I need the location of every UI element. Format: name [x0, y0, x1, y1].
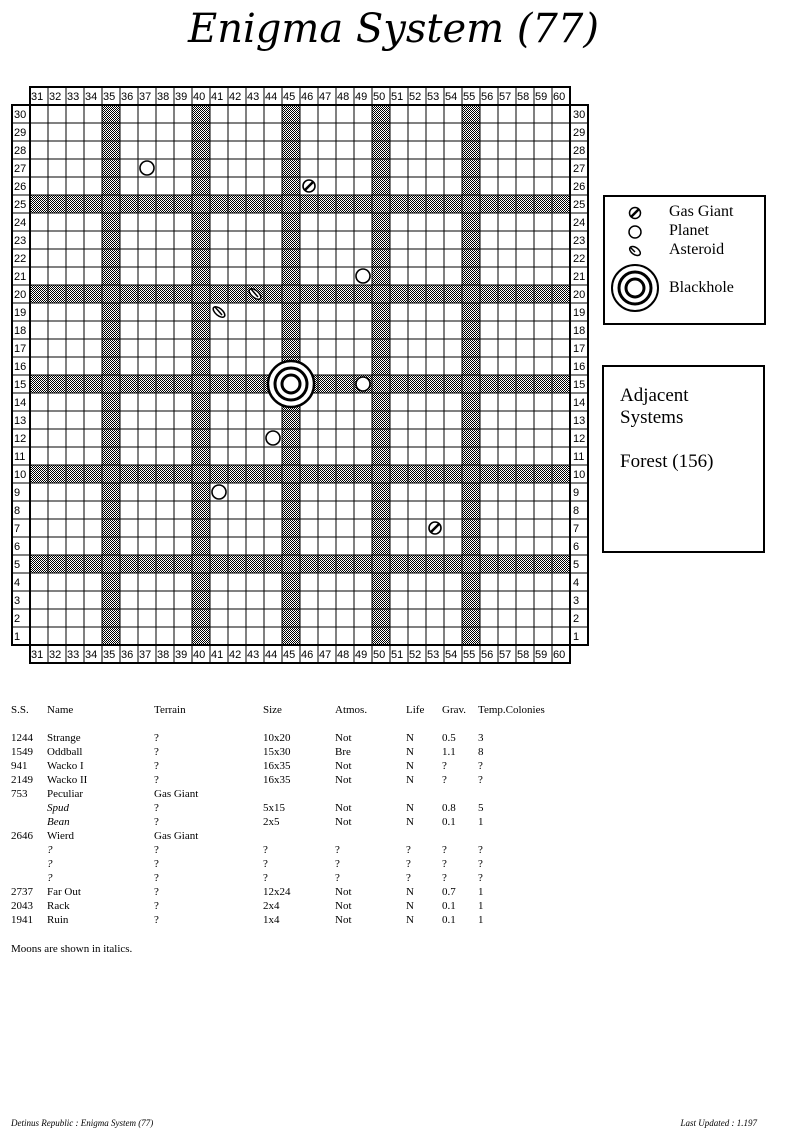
table-cell: ?	[406, 844, 411, 856]
table-cell: 0.7	[442, 886, 456, 898]
column-label: 44	[265, 91, 278, 103]
legend-label-blackhole: Blackhole	[669, 279, 734, 296]
table-cell: 1	[478, 900, 484, 912]
system-table	[11, 704, 545, 928]
table-cell: 2737	[11, 886, 33, 898]
column-label: 58	[517, 91, 530, 103]
table-cell: 1	[478, 886, 484, 898]
table-cell: Not	[335, 732, 352, 744]
gas-giant-icon	[429, 522, 441, 534]
row-label: 5	[14, 559, 21, 571]
table-row	[11, 802, 545, 816]
column-label: 52	[409, 649, 422, 661]
table-header: Name	[47, 704, 74, 716]
table-cell: ?	[154, 858, 159, 870]
table-cell: ?	[154, 732, 159, 744]
table-cell: Wacko II	[47, 774, 88, 786]
column-label: 57	[499, 649, 512, 661]
column-label: 45	[283, 649, 296, 661]
table-row	[11, 844, 545, 858]
table-cell: N	[406, 746, 414, 758]
table-cell: 1x4	[263, 914, 280, 926]
table-cell: 2646	[11, 830, 33, 842]
column-label: 56	[481, 91, 494, 103]
table-cell: ?	[442, 774, 447, 786]
row-label: 4	[14, 577, 21, 589]
table-cell: 15x30	[263, 746, 291, 758]
table-cell	[478, 788, 545, 802]
table-cell: ?	[335, 872, 340, 884]
table-cell: 10x20	[263, 732, 291, 744]
table-cell: 3	[478, 732, 484, 744]
table-cell: ?	[154, 774, 159, 786]
column-label: 37	[139, 91, 152, 103]
table-header: S.S.	[11, 704, 29, 716]
table-cell: 8	[478, 746, 484, 758]
row-label: 9	[14, 487, 21, 499]
page-title: Enigma System (77)	[188, 6, 599, 52]
table-cell	[335, 830, 406, 844]
table-cell	[11, 872, 47, 886]
table-cell: Gas Giant	[154, 830, 199, 842]
table-row	[11, 732, 545, 746]
column-label: 36	[121, 649, 134, 661]
table-row	[11, 858, 545, 872]
column-label: 48	[337, 649, 350, 661]
table-cell: ?	[263, 858, 268, 870]
planet-icon	[140, 161, 154, 175]
row-label: 27	[14, 163, 27, 175]
row-label: 30	[573, 109, 586, 121]
column-label: 38	[157, 91, 170, 103]
table-header: Life	[406, 704, 425, 716]
table-cell: N	[406, 732, 414, 744]
row-label: 10	[14, 469, 27, 481]
column-label: 55	[463, 91, 476, 103]
table-cell	[478, 830, 545, 844]
gas-giant-icon	[630, 208, 641, 219]
table-cell: 5x15	[263, 802, 285, 814]
column-label: 34	[85, 649, 98, 661]
row-label: 16	[573, 361, 586, 373]
column-label: 34	[85, 91, 98, 103]
table-row	[11, 830, 545, 844]
column-label: 43	[247, 649, 260, 661]
column-label: 51	[391, 649, 404, 661]
table-cell: Bre	[335, 746, 351, 758]
row-label: 17	[573, 343, 586, 355]
table-cell: ?	[442, 872, 447, 884]
planet-icon	[629, 226, 641, 238]
table-row	[11, 760, 545, 774]
row-label: 10	[573, 469, 586, 481]
row-label: 2	[573, 613, 580, 625]
table-cell: ?	[154, 746, 159, 758]
column-label: 40	[193, 91, 206, 103]
table-row	[11, 914, 545, 928]
table-cell: 2149	[11, 774, 33, 786]
table-cell: ?	[154, 914, 159, 926]
table-header-row	[11, 704, 545, 718]
table-cell: 0.1	[442, 816, 456, 828]
column-label: 31	[31, 91, 44, 103]
column-label: 46	[301, 91, 314, 103]
table-cell: Bean	[47, 816, 70, 828]
table-cell: 1	[478, 914, 484, 926]
column-label: 39	[175, 649, 188, 661]
row-label: 25	[573, 199, 586, 211]
table-cell: 1244	[11, 732, 33, 744]
column-label: 40	[193, 649, 206, 661]
column-label: 42	[229, 649, 242, 661]
legend-label-planet: Planet	[669, 222, 709, 239]
table-cell	[442, 830, 478, 844]
row-label: 26	[14, 181, 27, 193]
table-cell: 5	[478, 802, 484, 814]
table-cell: 941	[11, 760, 28, 772]
table-cell: 12x24	[263, 886, 291, 898]
table-cell: Not	[335, 760, 352, 772]
table-cell: Strange	[47, 732, 81, 744]
table-cell: ?	[335, 844, 340, 856]
row-label: 22	[14, 253, 27, 265]
row-label: 30	[14, 109, 27, 121]
column-label: 47	[319, 649, 332, 661]
row-label: 15	[14, 379, 27, 391]
table-cell: Peculiar	[47, 788, 84, 800]
table-cell: 1	[478, 816, 484, 828]
row-label: 23	[14, 235, 27, 247]
row-label: 12	[14, 433, 27, 445]
table-cell: 1.1	[442, 746, 456, 758]
table-cell: Wierd	[47, 830, 75, 842]
table-row	[11, 746, 545, 760]
table-cell	[11, 816, 47, 830]
moons-note: Moons are shown in italics.	[11, 943, 133, 955]
table-header	[478, 704, 545, 718]
row-label: 11	[14, 451, 26, 463]
table-cell: Ruin	[47, 914, 69, 926]
row-label: 8	[573, 505, 580, 517]
row-label: 20	[14, 289, 27, 301]
table-cell: Not	[335, 886, 352, 898]
table-cell: Gas Giant	[154, 788, 199, 800]
column-label: 35	[103, 649, 116, 661]
table-cell	[406, 830, 442, 844]
row-label: 1	[573, 631, 580, 643]
table-cell	[11, 844, 47, 858]
table-cell: N	[406, 914, 414, 926]
column-label: 59	[535, 91, 548, 103]
planet-icon	[356, 377, 370, 391]
row-label: 28	[573, 145, 586, 157]
asteroid-icon	[628, 245, 642, 258]
row-label: 5	[573, 559, 580, 571]
table-cell	[263, 830, 335, 844]
row-label: 15	[573, 379, 586, 391]
row-label: 23	[573, 235, 586, 247]
table-cell	[11, 858, 47, 872]
column-label: 41	[211, 91, 224, 103]
blackhole-icon	[612, 265, 658, 311]
row-label: 18	[573, 325, 586, 337]
sector-map	[0, 0, 600, 670]
table-header: Terrain	[154, 704, 186, 716]
table-header: Temp.	[478, 704, 506, 716]
table-cell: N	[406, 774, 414, 786]
column-label: 33	[67, 91, 80, 103]
planet-icon	[212, 485, 226, 499]
table-cell: 1941	[11, 914, 33, 926]
table-cell: ?	[154, 802, 159, 814]
table-cell: 0.1	[442, 914, 456, 926]
legend-label-gas-giant: Gas Giant	[669, 203, 734, 220]
table-cell: Spud	[47, 802, 69, 814]
column-label: 50	[373, 91, 386, 103]
row-label: 22	[573, 253, 586, 265]
column-label: 48	[337, 91, 350, 103]
table-cell: ?	[442, 844, 447, 856]
table-cell: Not	[335, 900, 352, 912]
column-label: 31	[31, 649, 44, 661]
table-cell: Not	[335, 774, 352, 786]
column-label: 44	[265, 649, 278, 661]
column-label: 54	[445, 649, 458, 661]
table-cell: 0.8	[442, 802, 456, 814]
row-label: 27	[573, 163, 586, 175]
column-label: 38	[157, 649, 170, 661]
row-label: 6	[14, 541, 21, 553]
row-label: 6	[573, 541, 580, 553]
row-label: 1	[14, 631, 21, 643]
row-label: 20	[573, 289, 586, 301]
adjacent-system: Forest (156)	[620, 451, 714, 472]
column-label: 49	[355, 91, 368, 103]
table-row	[11, 900, 545, 914]
legend-label-asteroid: Asteroid	[669, 241, 725, 258]
row-label: 14	[573, 397, 586, 409]
row-label: 14	[14, 397, 27, 409]
table-cell	[406, 788, 442, 802]
table-cell: ?	[47, 872, 53, 884]
table-cell: ?	[154, 760, 159, 772]
column-label: 56	[481, 649, 494, 661]
table-cell	[11, 802, 47, 816]
table-cell: ?	[263, 844, 268, 856]
table-cell: N	[406, 900, 414, 912]
asteroid-icon	[211, 305, 226, 319]
row-label: 2	[14, 613, 21, 625]
table-header: Atmos.	[335, 704, 368, 716]
table-cell: 0.5	[442, 732, 456, 744]
row-label: 19	[573, 307, 586, 319]
column-label: 57	[499, 91, 512, 103]
column-label: 58	[517, 649, 530, 661]
planet-icon	[266, 431, 280, 445]
column-label: 35	[103, 91, 116, 103]
table-cell: N	[406, 760, 414, 772]
column-label: 49	[355, 649, 368, 661]
row-label: 25	[14, 199, 27, 211]
table-cell: 753	[11, 788, 28, 800]
table-row	[11, 872, 545, 886]
row-label: 11	[573, 451, 585, 463]
row-label: 26	[573, 181, 586, 193]
column-label: 32	[49, 91, 62, 103]
table-cell	[263, 788, 335, 802]
column-label: 59	[535, 649, 548, 661]
table-cell: Not	[335, 816, 352, 828]
table-cell	[442, 788, 478, 802]
row-label: 24	[573, 217, 586, 229]
column-label: 51	[391, 91, 404, 103]
row-label: 21	[14, 271, 27, 283]
row-label: 13	[573, 415, 586, 427]
table-cell: N	[406, 816, 414, 828]
gas-giant-icon	[303, 180, 315, 192]
adjacent-heading-2: Systems	[620, 407, 684, 428]
table-cell: 2x5	[263, 816, 280, 828]
column-label: 46	[301, 649, 314, 661]
adjacent-systems-box	[602, 365, 765, 553]
table-cell: ?	[406, 872, 411, 884]
row-label: 7	[573, 523, 580, 535]
table-cell: 2043	[11, 900, 33, 912]
table-cell: 1549	[11, 746, 33, 758]
table-cell: 16x35	[263, 760, 291, 772]
row-label: 3	[14, 595, 21, 607]
footer-left: Detinus Republic : Enigma System (77)	[11, 1118, 154, 1128]
table-row	[11, 788, 545, 802]
table-cell: ?	[406, 858, 411, 870]
table-cell: 0.1	[442, 900, 456, 912]
table-cell: Wacko I	[47, 760, 84, 772]
column-label: 43	[247, 91, 260, 103]
table-cell: ?	[442, 760, 447, 772]
table-cell: N	[406, 802, 414, 814]
column-label: 47	[319, 91, 332, 103]
column-label: 50	[373, 649, 386, 661]
column-label: 55	[463, 649, 476, 661]
adjacent-heading-1: Adjacent	[620, 385, 689, 406]
column-label: 60	[553, 649, 566, 661]
table-cell: ?	[154, 816, 159, 828]
row-label: 3	[573, 595, 580, 607]
row-label: 16	[14, 361, 27, 373]
table-cell: 2x4	[263, 900, 280, 912]
table-cell: ?	[478, 872, 483, 884]
row-label: 28	[14, 145, 27, 157]
column-label: 42	[229, 91, 242, 103]
row-label: 8	[14, 505, 21, 517]
table-cell: ?	[154, 844, 159, 856]
table-cell: ?	[263, 872, 268, 884]
column-label: 41	[211, 649, 224, 661]
table-cell: ?	[154, 900, 159, 912]
row-label: 4	[573, 577, 580, 589]
table-header: Size	[263, 704, 282, 716]
planet-icon	[356, 269, 370, 283]
table-cell: Oddball	[47, 746, 83, 758]
table-cell: ?	[154, 872, 159, 884]
table-cell	[335, 788, 406, 802]
column-label: 32	[49, 649, 62, 661]
column-label: 53	[427, 649, 440, 661]
column-label: 36	[121, 91, 134, 103]
table-cell: ?	[478, 774, 483, 786]
table-row	[11, 886, 545, 900]
footer-right: Last Updated : 1.197	[680, 1118, 757, 1128]
table-header: Grav.	[442, 704, 467, 716]
table-cell: ?	[154, 886, 159, 898]
row-label: 29	[14, 127, 27, 139]
row-label: 12	[573, 433, 586, 445]
table-header: Colonies	[505, 704, 545, 716]
row-label: 18	[14, 325, 27, 337]
table-cell: ?	[478, 844, 483, 856]
column-label: 33	[67, 649, 80, 661]
legend	[603, 195, 766, 325]
row-label: 7	[14, 523, 21, 535]
table-row	[11, 774, 545, 788]
table-cell: ?	[47, 844, 53, 856]
table-cell: ?	[478, 858, 483, 870]
table-cell: Not	[335, 802, 352, 814]
column-label: 39	[175, 91, 188, 103]
table-row	[11, 816, 545, 830]
table-cell: Far Out	[47, 886, 81, 898]
table-cell: Not	[335, 914, 352, 926]
column-label: 37	[139, 649, 152, 661]
table-cell: ?	[478, 760, 483, 772]
column-label: 54	[445, 91, 458, 103]
row-label: 9	[573, 487, 580, 499]
table-cell: ?	[335, 858, 340, 870]
row-label: 29	[573, 127, 586, 139]
table-cell: ?	[47, 858, 53, 870]
row-label: 19	[14, 307, 27, 319]
row-label: 17	[14, 343, 27, 355]
row-label: 24	[14, 217, 27, 229]
table-cell: 16x35	[263, 774, 291, 786]
column-label: 52	[409, 91, 422, 103]
table-cell: N	[406, 886, 414, 898]
column-label: 53	[427, 91, 440, 103]
table-cell: ?	[442, 858, 447, 870]
row-label: 21	[573, 271, 586, 283]
row-label: 13	[14, 415, 27, 427]
column-label: 45	[283, 91, 296, 103]
column-label: 60	[553, 91, 566, 103]
table-cell: Rack	[47, 900, 70, 912]
